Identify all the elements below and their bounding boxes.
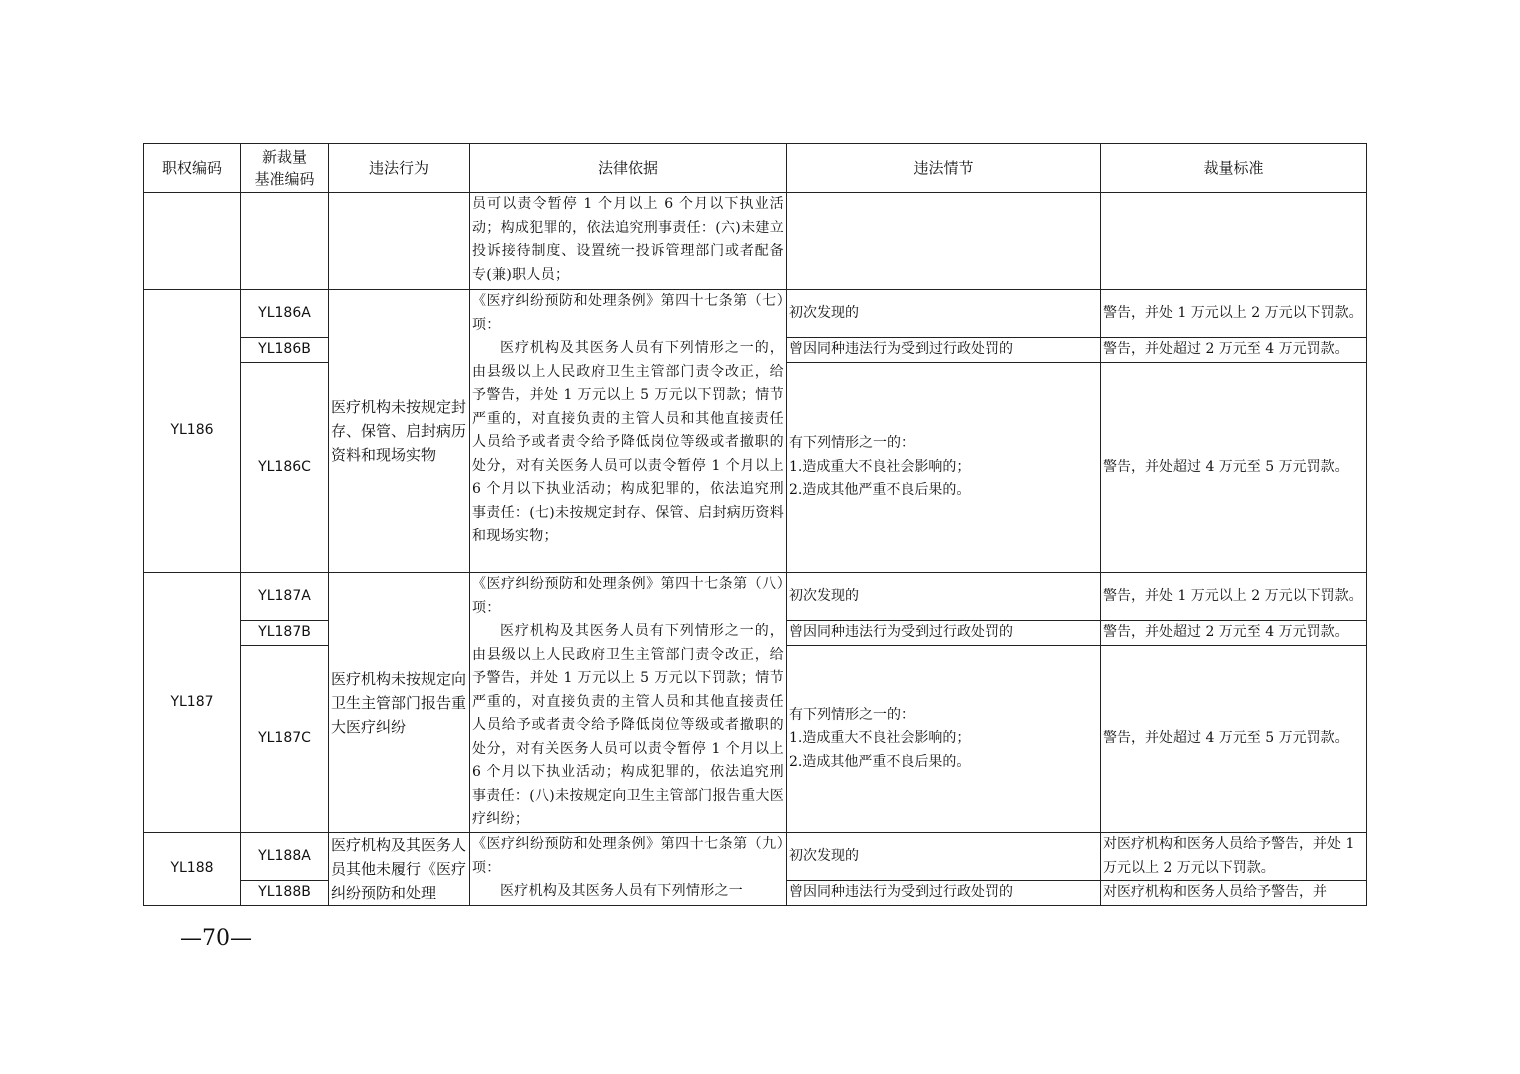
standard: 对医疗机构和医务人员给予警告，并 (1101, 881, 1367, 906)
table-row (144, 833, 1367, 881)
empty-cell (1101, 193, 1367, 290)
circumstance: 曾因同种违法行为受到过行政处罚的 (787, 881, 1101, 906)
sub-code: YL186A (241, 290, 329, 338)
legal-basis-title: 《医疗纠纷预防和处理条例》第四十七条第（七）项： (472, 293, 784, 333)
table-row (144, 290, 1367, 338)
circumstance: 有下列情形之一的： 1.造成重大不良社会影响的； 2.造成其他严重不良后果的。 (787, 646, 1101, 833)
authority-code: YL188 (144, 833, 241, 906)
empty-cell (329, 193, 470, 290)
empty-cell (787, 193, 1101, 290)
sub-code: YL187B (241, 621, 329, 646)
circumstance: 初次发现的 (787, 573, 1101, 621)
sub-code: YL186C (241, 363, 329, 573)
legal-basis-body: 医疗机构及其医务人员有下列情形之一的，由县级以上人民政府卫生主管部门责令改正，给予警告，并处 1 万元以上 5 万元以下罚款；情节严重的，对直接负责的主管人员和其他直接责任人员给予或者责令给予降低岗位等级或者撤职的处分，对有关医务人员可以责令暂停 1 个月以上 6 个月以下执业活动；构成犯罪的，依法追究刑事责任：(七)未按规定封存、保管、启封病历资料和现场实物； (472, 340, 784, 544)
standard: 警告，并处超过 4 万元至 5 万元罚款。 (1101, 363, 1367, 573)
table-row (144, 573, 1367, 621)
standard: 对医疗机构和医务人员给予警告，并处 1 万元以上 2 万元以下罚款。 (1101, 833, 1367, 881)
legal-basis-title: 《医疗纠纷预防和处理条例》第四十七条第（八）项： (472, 576, 784, 616)
legal-basis-body: 医疗机构及其医务人员有下列情形之一的，由县级以上人民政府卫生主管部门责令改正，给予警告，并处 1 万元以上 5 万元以下罚款；情节严重的，对直接负责的主管人员和其他直接责任人员给予或者责令给予降低岗位等级或者撤职的处分，对有关医务人员可以责令暂停 1 个月以上 6 个月以下执业活动；构成犯罪的，依法追究刑事责任：(八)未按规定向卫生主管部门报告重大医疗纠纷； (472, 623, 784, 827)
standard: 警告，并处超过 2 万元至 4 万元罚款。 (1101, 621, 1367, 646)
standard: 警告，并处超过 4 万元至 5 万元罚款。 (1101, 646, 1367, 833)
violation-behavior: 医疗机构及其医务人员其他未履行《医疗纠纷预防和处理 (329, 833, 470, 906)
circumstance: 初次发现的 (787, 290, 1101, 338)
table-row (144, 193, 1367, 290)
empty-cell (241, 193, 329, 290)
standard: 警告，并处 1 万元以上 2 万元以下罚款。 (1101, 290, 1367, 338)
standard: 警告，并处 1 万元以上 2 万元以下罚款。 (1101, 573, 1367, 621)
discretion-table (143, 143, 1367, 906)
authority-code: YL186 (144, 290, 241, 573)
circumstance: 曾因同种违法行为受到过行政处罚的 (787, 338, 1101, 363)
authority-code: YL187 (144, 573, 241, 833)
page-number: —70— (180, 926, 252, 951)
header-circumstance: 违法情节 (787, 144, 1101, 193)
legal-basis-title: 《医疗纠纷预防和处理条例》第四十七条第（九）项： (472, 836, 784, 876)
header-standard: 裁量标准 (1101, 144, 1367, 193)
header-violation: 违法行为 (329, 144, 470, 193)
circumstance: 有下列情形之一的： 1.造成重大不良社会影响的； 2.造成其他严重不良后果的。 (787, 363, 1101, 573)
sub-code: YL186B (241, 338, 329, 363)
circumstance: 初次发现的 (787, 833, 1101, 881)
sub-code: YL187A (241, 573, 329, 621)
violation-behavior: 医疗机构未按规定封存、保管、启封病历资料和现场实物 (329, 290, 470, 573)
sub-code: YL188B (241, 881, 329, 906)
legal-basis-continuation: 员可以责令暂停 1 个月以上 6 个月以下执业活动；构成犯罪的，依法追究刑事责任：(六)未建立投诉接待制度、设置统一投诉管理部门或者配备专(兼)职人员； (470, 193, 787, 290)
legal-basis-body: 医疗机构及其医务人员有下列情形之一 (500, 883, 744, 899)
legal-basis (470, 290, 787, 573)
legal-basis (470, 833, 787, 906)
header-new-code: 新裁量 基准编码 (241, 144, 329, 193)
table-header-row (144, 144, 1367, 193)
legal-basis (470, 573, 787, 833)
header-authority-code: 职权编码 (144, 144, 241, 193)
sub-code: YL187C (241, 646, 329, 833)
standard: 警告，并处超过 2 万元至 4 万元罚款。 (1101, 338, 1367, 363)
circumstance: 曾因同种违法行为受到过行政处罚的 (787, 621, 1101, 646)
header-legal-basis: 法律依据 (470, 144, 787, 193)
violation-behavior: 医疗机构未按规定向卫生主管部门报告重大医疗纠纷 (329, 573, 470, 833)
empty-cell (144, 193, 241, 290)
sub-code: YL188A (241, 833, 329, 881)
